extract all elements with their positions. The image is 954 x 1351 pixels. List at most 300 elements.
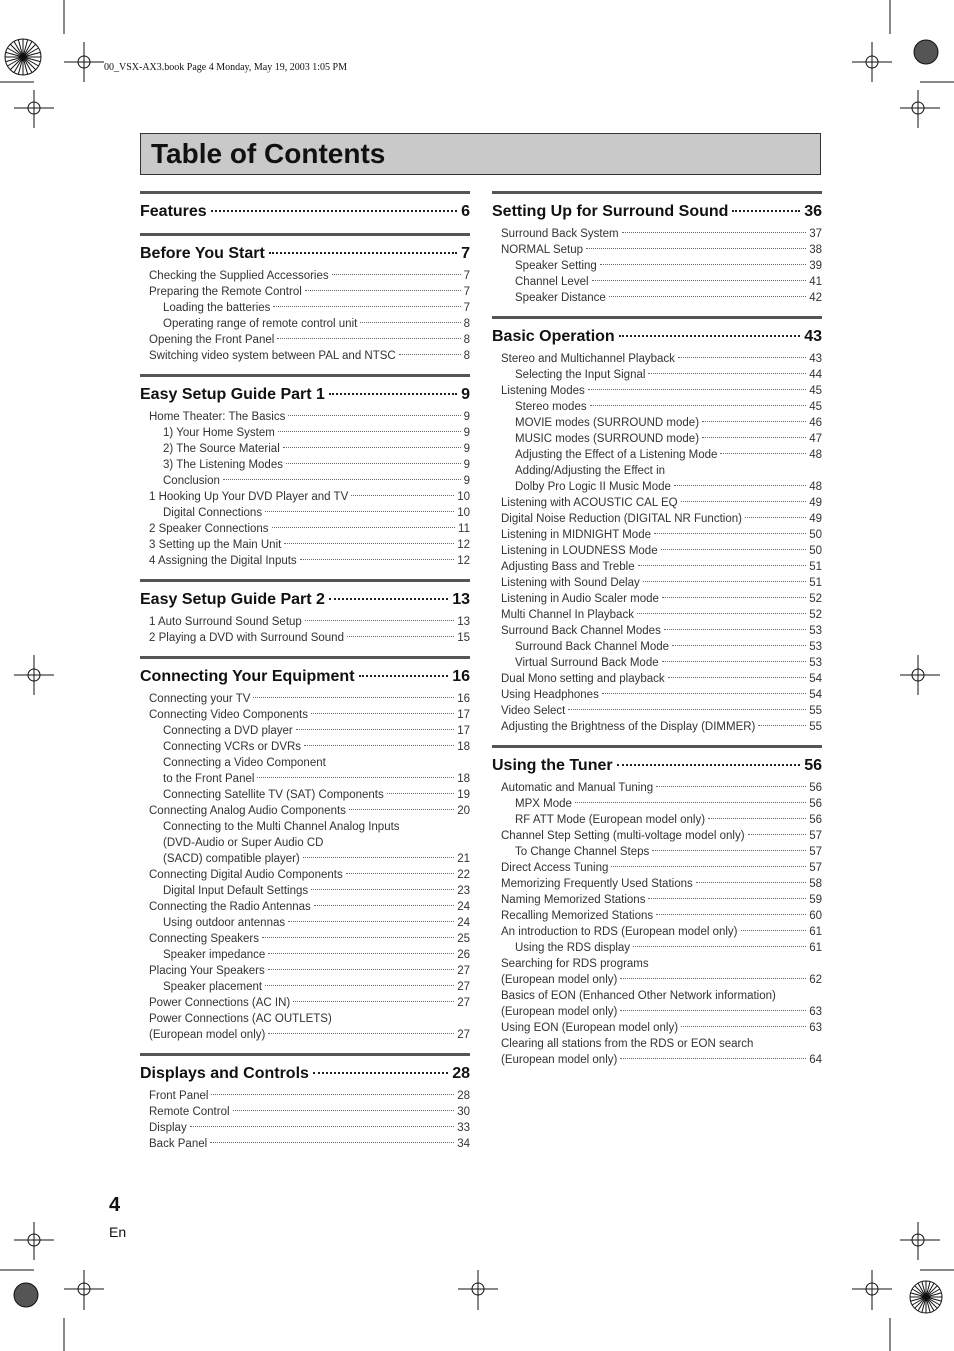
entry-text: MUSIC modes (SURROUND mode): [515, 433, 700, 445]
toc-entry[interactable]: [492, 399, 822, 415]
entry-text: Operating range of remote control unit: [163, 318, 358, 330]
entry-page: 27: [457, 981, 470, 993]
entry-text: (European model only): [501, 974, 618, 986]
toc-entry[interactable]: [492, 290, 822, 306]
toc-entry[interactable]: [140, 707, 470, 723]
toc-entry[interactable]: [492, 1052, 822, 1068]
entry-page: 50: [809, 545, 822, 557]
entry-text: Listening with ACOUSTIC CAL EQ: [501, 497, 678, 509]
section-title: Connecting Your Equipment: [140, 668, 355, 685]
leader-dots: [262, 937, 454, 938]
toc-entry[interactable]: [140, 505, 470, 521]
entry-text: Channel Step Setting (multi-voltage model only): [501, 830, 745, 842]
entry-page: 24: [457, 901, 470, 913]
leader-dots: [637, 613, 806, 614]
entry-page: 15: [457, 632, 470, 644]
toc-entry[interactable]: [140, 489, 470, 505]
entry-text: Stereo modes: [515, 401, 587, 413]
entry-text: to the Front Panel: [163, 773, 255, 785]
leader-dots: [283, 447, 461, 448]
leader-dots: [758, 725, 806, 726]
toc-entry[interactable]: [492, 351, 822, 367]
entry-page: 21: [457, 853, 470, 865]
entry-text: Adding/Adjusting the Effect in: [515, 465, 666, 477]
entry-text: Digital Input Default Settings: [163, 885, 309, 897]
toc-section: [492, 316, 822, 735]
entry-page: 48: [809, 481, 822, 493]
toc-entry[interactable]: [492, 383, 822, 399]
entry-page: 9: [463, 443, 470, 455]
entry-page: 18: [457, 741, 470, 753]
page-title: Table of Contents: [151, 138, 386, 169]
entry-page: 60: [809, 910, 822, 922]
entry-text: Dual Mono setting and playback: [501, 673, 665, 685]
entry-page: 63: [809, 1006, 822, 1018]
leader-dots: [633, 946, 806, 947]
toc-entry[interactable]: [492, 892, 822, 908]
entry-page: 62: [809, 974, 822, 986]
toc-entry[interactable]: [492, 591, 822, 607]
entry-text: Connecting the Radio Antennas: [149, 901, 311, 913]
entry-text: An introduction to RDS (European model only): [501, 926, 738, 938]
section-page: 36: [804, 203, 822, 220]
leader-dots: [696, 882, 806, 883]
toc-section: [140, 233, 470, 364]
leader-dots: [305, 620, 454, 621]
leader-dots: [672, 645, 806, 646]
leader-dots: [611, 866, 806, 867]
leader-dots: [332, 274, 461, 275]
leader-dots: [638, 565, 807, 566]
entry-text: Speaker impedance: [163, 949, 266, 961]
toc-entry[interactable]: [492, 511, 822, 527]
toc-entry[interactable]: [492, 876, 822, 892]
toc-entry[interactable]: [140, 883, 470, 899]
toc-entry[interactable]: [140, 425, 470, 441]
entry-text: Channel Level: [515, 276, 589, 288]
leader-dots: [311, 713, 454, 714]
leader-dots: [313, 1072, 448, 1074]
entry-page: 23: [457, 885, 470, 897]
toc-entry[interactable]: [140, 300, 470, 316]
toc-section: [140, 579, 470, 646]
section-page: 13: [452, 591, 470, 608]
entry-text: Connecting a DVD player: [163, 725, 293, 737]
entry-text: Multi Channel In Playback: [501, 609, 634, 621]
entry-page: 57: [809, 846, 822, 858]
toc-entry[interactable]: [492, 860, 822, 876]
leader-dots: [602, 693, 806, 694]
entry-page: 11: [458, 523, 470, 535]
entry-text: Digital Noise Reduction (DIGITAL NR Function): [501, 513, 742, 525]
toc-entry[interactable]: [140, 553, 470, 569]
leader-dots: [257, 777, 454, 778]
entry-page: 39: [809, 260, 822, 272]
entry-text: Connecting VCRs or DVRs: [163, 741, 302, 753]
entry-text: MOVIE modes (SURROUND mode): [515, 417, 700, 429]
leader-dots: [648, 898, 806, 899]
section-heading[interactable]: [492, 757, 822, 777]
entry-page: 56: [809, 814, 822, 826]
entry-text: Surround Back Channel Mode: [515, 641, 670, 653]
toc-entry[interactable]: [140, 723, 470, 739]
toc-entry[interactable]: [492, 431, 822, 447]
entry-page: 49: [809, 513, 822, 525]
toc-entry[interactable]: [492, 719, 822, 735]
entry-text: 1) Your Home System: [163, 427, 275, 439]
leader-dots: [654, 533, 806, 534]
leader-dots: [286, 463, 461, 464]
entry-page: 55: [809, 721, 822, 733]
entry-text: Using EON (European model only): [501, 1022, 679, 1034]
entry-page: 53: [809, 625, 822, 637]
toc-entry[interactable]: [492, 274, 822, 290]
toc-right-column: [492, 191, 822, 1078]
entry-text: Checking the Supplied Accessories: [149, 270, 329, 282]
leader-dots: [568, 709, 806, 710]
leader-dots: [643, 581, 806, 582]
leader-dots: [656, 914, 806, 915]
entry-text: Basics of EON (Enhanced Other Network information): [501, 990, 776, 1002]
entry-page: 42: [809, 292, 822, 304]
title-banner: [140, 133, 821, 175]
section-page: 7: [461, 245, 470, 262]
section-heading[interactable]: [140, 1065, 470, 1085]
section-heading[interactable]: [492, 203, 822, 223]
toc-entry: [140, 755, 470, 771]
leader-dots: [288, 415, 460, 416]
leader-dots: [211, 210, 457, 212]
leader-dots: [303, 857, 454, 858]
leader-dots: [648, 373, 806, 374]
toc-entry[interactable]: [140, 1136, 470, 1152]
leader-dots: [347, 636, 454, 637]
entry-text: Stereo and Multichannel Playback: [501, 353, 675, 365]
entry-page: 10: [457, 491, 470, 503]
toc-section: [140, 191, 470, 223]
entry-text: Home Theater: The Basics: [149, 411, 286, 423]
toc-entry[interactable]: [140, 268, 470, 284]
toc-entry[interactable]: [492, 844, 822, 860]
toc-entry[interactable]: [492, 258, 822, 274]
leader-dots: [268, 1033, 454, 1034]
toc-entry[interactable]: [140, 457, 470, 473]
section-title: Features: [140, 203, 207, 220]
entry-text: 3 Setting up the Main Unit: [149, 539, 282, 551]
entry-page: 9: [463, 411, 470, 423]
toc-entry[interactable]: [492, 687, 822, 703]
toc-entry[interactable]: [140, 739, 470, 755]
toc-entry[interactable]: [492, 1004, 822, 1020]
entry-text: Connecting Video Components: [149, 709, 308, 721]
leader-dots: [674, 485, 806, 486]
leader-dots: [592, 280, 807, 281]
toc-entry[interactable]: [140, 284, 470, 300]
entry-page: 53: [809, 641, 822, 653]
toc-section: [140, 374, 470, 569]
toc-entry[interactable]: [140, 931, 470, 947]
entry-text: 1 Hooking Up Your DVD Player and TV: [149, 491, 349, 503]
entry-text: 1 Auto Surround Sound Setup: [149, 616, 302, 628]
toc-entry[interactable]: [140, 867, 470, 883]
section-page: 56: [804, 757, 822, 774]
entry-page: 9: [463, 475, 470, 487]
toc-entry[interactable]: [140, 771, 470, 787]
entry-page: 12: [457, 555, 470, 567]
section-heading[interactable]: [140, 203, 470, 223]
leader-dots: [265, 511, 454, 512]
leader-dots: [741, 930, 807, 931]
entry-text: Loading the batteries: [163, 302, 271, 314]
leader-dots: [314, 905, 454, 906]
toc-entry[interactable]: [140, 521, 470, 537]
toc-entry[interactable]: [140, 537, 470, 553]
leader-dots: [732, 210, 800, 212]
entry-page: 7: [463, 270, 470, 282]
toc-entry[interactable]: [492, 639, 822, 655]
entry-page: 45: [809, 401, 822, 413]
leader-dots: [652, 850, 806, 851]
toc-entry[interactable]: [492, 607, 822, 623]
section-heading[interactable]: [140, 591, 470, 611]
entry-text: (SACD) compatible player): [163, 853, 300, 865]
toc-entry[interactable]: [140, 947, 470, 963]
entry-page: 48: [809, 449, 822, 461]
entry-page: 37: [809, 228, 822, 240]
leader-dots: [586, 248, 806, 249]
entry-text: Back Panel: [149, 1138, 208, 1150]
toc-entry[interactable]: [492, 575, 822, 591]
entry-page: 53: [809, 657, 822, 669]
section-page: 16: [452, 668, 470, 685]
entry-text: Selecting the Input Signal: [515, 369, 646, 381]
toc-entry[interactable]: [492, 527, 822, 543]
entry-text: 4 Assigning the Digital Inputs: [149, 555, 297, 567]
toc-entry[interactable]: [140, 963, 470, 979]
leader-dots: [661, 549, 807, 550]
entry-page: 49: [809, 497, 822, 509]
toc-entry: [140, 1011, 470, 1027]
entry-page: 43: [809, 353, 822, 365]
toc-entry[interactable]: [492, 623, 822, 639]
toc-left-column: [140, 191, 470, 1162]
toc-entry: [492, 1036, 822, 1052]
language-label: En: [109, 1224, 127, 1240]
leader-dots: [575, 802, 806, 803]
toc-entry[interactable]: [492, 924, 822, 940]
toc-entry[interactable]: [140, 316, 470, 332]
section-heading[interactable]: [140, 245, 470, 265]
leader-dots: [620, 1010, 806, 1011]
entry-page: 38: [809, 244, 822, 256]
entry-page: 55: [809, 705, 822, 717]
toc-entry[interactable]: [492, 796, 822, 812]
leader-dots: [662, 661, 807, 662]
section-heading[interactable]: [492, 328, 822, 348]
toc-entry[interactable]: [492, 495, 822, 511]
entry-page: 19: [457, 789, 470, 801]
entry-page: 30: [457, 1106, 470, 1118]
toc-entry[interactable]: [492, 780, 822, 796]
toc-section: [492, 745, 822, 1068]
entry-page: 27: [457, 965, 470, 977]
leader-dots: [656, 786, 806, 787]
toc-entry[interactable]: [140, 979, 470, 995]
entry-text: To Change Channel Steps: [515, 846, 650, 858]
toc-entry[interactable]: [140, 1120, 470, 1136]
leader-dots: [588, 389, 806, 390]
entry-page: 13: [457, 616, 470, 628]
entry-page: 45: [809, 385, 822, 397]
toc-entry: [140, 819, 470, 835]
toc-entry: [492, 956, 822, 972]
toc-entry[interactable]: [492, 671, 822, 687]
leader-dots: [268, 969, 454, 970]
toc-entry[interactable]: [492, 1020, 822, 1036]
toc-entry[interactable]: [140, 409, 470, 425]
toc-entry[interactable]: [492, 972, 822, 988]
leader-dots: [210, 1142, 454, 1143]
entry-text: Connecting Digital Audio Components: [149, 869, 343, 881]
leader-dots: [702, 421, 806, 422]
toc-entry[interactable]: [492, 447, 822, 463]
toc-entry[interactable]: [140, 1088, 470, 1104]
toc-entry[interactable]: [492, 479, 822, 495]
entry-page: 51: [809, 561, 822, 573]
entry-text: Adjusting Bass and Treble: [501, 561, 635, 573]
toc-section: [140, 656, 470, 1043]
leader-dots: [293, 1001, 454, 1002]
section-page: 28: [452, 1065, 470, 1082]
leader-dots: [346, 873, 455, 874]
leader-dots: [284, 543, 454, 544]
toc-entry[interactable]: [492, 543, 822, 559]
entry-page: 8: [463, 318, 470, 330]
entry-page: 22: [457, 869, 470, 881]
entry-text: Connecting your TV: [149, 693, 251, 705]
entry-text: Adjusting the Effect of a Listening Mode: [515, 449, 718, 461]
leader-dots: [277, 338, 460, 339]
toc-entry[interactable]: [140, 787, 470, 803]
toc-entry[interactable]: [140, 915, 470, 931]
toc-entry[interactable]: [140, 899, 470, 915]
entry-text: Connecting a Video Component: [163, 757, 326, 769]
toc-entry[interactable]: [492, 415, 822, 431]
entry-page: 9: [463, 459, 470, 471]
entry-page: 20: [457, 805, 470, 817]
entry-page: 47: [809, 433, 822, 445]
leader-dots: [349, 809, 454, 810]
leader-dots: [278, 431, 461, 432]
leader-dots: [678, 357, 806, 358]
entry-page: 59: [809, 894, 822, 906]
entry-text: Switching video system between PAL and NTSC: [149, 350, 396, 362]
toc-entry[interactable]: [492, 812, 822, 828]
entry-text: Digital Connections: [163, 507, 263, 519]
entry-page: 27: [457, 997, 470, 1009]
toc-entry[interactable]: [140, 1104, 470, 1120]
leader-dots: [329, 393, 457, 395]
leader-dots: [265, 985, 454, 986]
entry-page: 54: [809, 689, 822, 701]
toc-entry[interactable]: [492, 242, 822, 258]
leader-dots: [223, 479, 461, 480]
toc-entry[interactable]: [140, 851, 470, 867]
toc-entry: [492, 463, 822, 479]
leader-dots: [272, 527, 455, 528]
entry-page: 46: [809, 417, 822, 429]
entry-text: (European model only): [149, 1029, 266, 1041]
entry-page: 7: [463, 302, 470, 314]
toc-entry[interactable]: [492, 367, 822, 383]
toc-section: [492, 191, 822, 306]
section-title: Before You Start: [140, 245, 265, 262]
toc-entry[interactable]: [140, 803, 470, 819]
toc-entry[interactable]: [140, 441, 470, 457]
section-heading[interactable]: [140, 668, 470, 688]
entry-text: Listening in LOUDNESS Mode: [501, 545, 658, 557]
entry-text: Listening in Audio Scaler mode: [501, 593, 659, 605]
section-title: Setting Up for Surround Sound: [492, 203, 729, 220]
leader-dots: [360, 322, 460, 323]
leader-dots: [702, 437, 806, 438]
toc-entry[interactable]: [492, 559, 822, 575]
entry-page: 58: [809, 878, 822, 890]
section-title: Easy Setup Guide Part 2: [140, 591, 325, 608]
entry-text: Clearing all stations from the RDS or EON search: [501, 1038, 754, 1050]
entry-text: Listening in MIDNIGHT Mode: [501, 529, 651, 541]
leader-dots: [269, 252, 457, 254]
entry-page: 52: [809, 609, 822, 621]
entry-text: Listening Modes: [501, 385, 585, 397]
section-heading[interactable]: [140, 386, 470, 406]
toc-entry[interactable]: [140, 332, 470, 348]
entry-page: 57: [809, 830, 822, 842]
entry-text: Speaker Distance: [515, 292, 606, 304]
toc-entry[interactable]: [492, 226, 822, 242]
entry-page: 28: [457, 1090, 470, 1102]
leader-dots: [617, 764, 801, 766]
toc-entry[interactable]: [140, 995, 470, 1011]
entry-text: Automatic and Manual Tuning: [501, 782, 654, 794]
leader-dots: [620, 978, 806, 979]
entry-page: 54: [809, 673, 822, 685]
entry-page: 56: [809, 798, 822, 810]
toc-entry[interactable]: [140, 614, 470, 630]
toc-entry[interactable]: [140, 473, 470, 489]
entry-page: 61: [809, 926, 822, 938]
entry-page: 64: [809, 1054, 822, 1066]
section-title: Easy Setup Guide Part 1: [140, 386, 325, 403]
entry-text: Connecting Analog Audio Components: [149, 805, 346, 817]
toc-entry[interactable]: [140, 1027, 470, 1043]
leader-dots: [359, 675, 449, 677]
entry-page: 8: [463, 334, 470, 346]
toc-entry[interactable]: [492, 703, 822, 719]
toc-entry[interactable]: [140, 348, 470, 364]
toc-entry[interactable]: [140, 630, 470, 646]
entry-page: 44: [809, 369, 822, 381]
entry-page: 41: [809, 276, 822, 288]
toc-entry[interactable]: [492, 908, 822, 924]
toc-entry[interactable]: [492, 655, 822, 671]
leader-dots: [273, 306, 460, 307]
entry-text: Video Select: [501, 705, 566, 717]
toc-entry[interactable]: [492, 940, 822, 956]
toc-entry[interactable]: [140, 691, 470, 707]
toc-entry[interactable]: [492, 828, 822, 844]
leader-dots: [619, 335, 801, 337]
